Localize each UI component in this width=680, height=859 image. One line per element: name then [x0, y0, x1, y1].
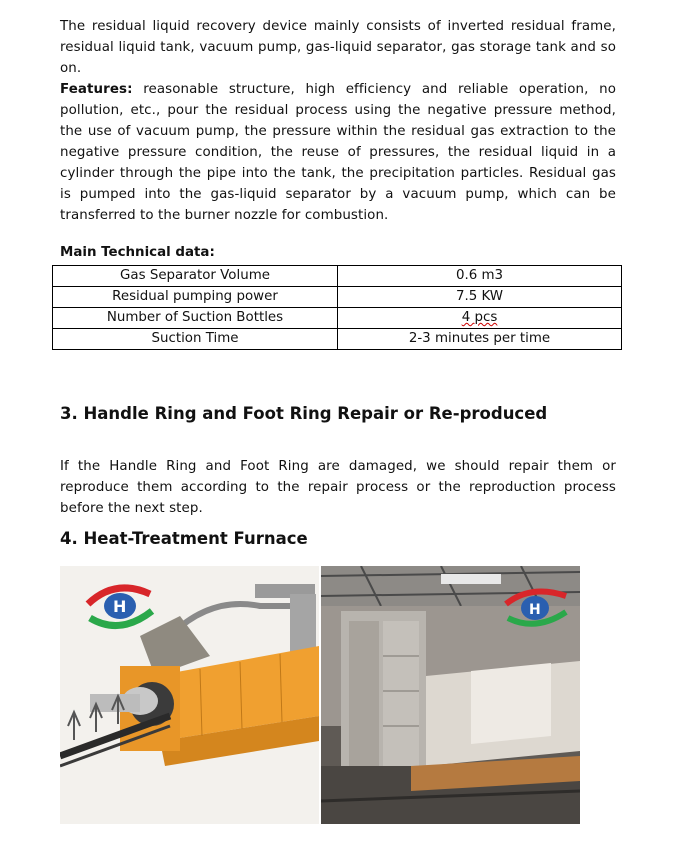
svg-text:H: H: [113, 597, 127, 616]
table-cell-label: Gas Separator Volume: [53, 266, 338, 287]
table-cell-value: 0.6 m3: [338, 266, 622, 287]
features-text: reasonable structure, high efficiency and reliable operation, no pollution, etc., pour the residual process using the negative pressure method, the use of vacuum pump, the pressure within the residual gas extraction to the negative pressure condition, the reuse of pressures, the residual liquid in a cylinder through the pipe into the tank, the precipitation particles. Residual gas is pumped into the gas-liquid separator by a vacuum pump, which can be transferred to the burner nozzle for combustion.: [60, 82, 616, 223]
features-label: Features:: [60, 82, 133, 97]
section-3-heading: 3. Handle Ring and Foot Ring Repair or Re-produced: [60, 404, 548, 423]
furnace-photo-2: [321, 566, 580, 824]
table-cell-label: Residual pumping power: [53, 287, 338, 308]
furnace-photo-1: [60, 566, 319, 824]
table-cell-label: Number of Suction Bottles: [53, 308, 338, 329]
table-cell-label: Suction Time: [53, 329, 338, 350]
table-cell-value: [338, 308, 622, 329]
table-row: [53, 266, 622, 287]
table-cell-value: 7.5 KW: [338, 287, 622, 308]
table-row: [53, 329, 622, 350]
table-cell-value-text: 4 pcs: [461, 310, 498, 325]
section-4-heading: 4. Heat-Treatment Furnace: [60, 529, 308, 548]
section-3-paragraph: If the Handle Ring and Foot Ring are damaged, we should repair them or reproduce them according to the repair process or the reproduction process before the next step.: [60, 459, 616, 516]
tech-data-title: Main Technical data:: [60, 245, 215, 260]
tech-data-table: [52, 265, 622, 350]
svg-text:H: H: [529, 602, 541, 618]
table-row: [53, 287, 622, 308]
table-cell-value: 2-3 minutes per time: [338, 329, 622, 350]
features-paragraph: [60, 79, 616, 226]
intro-paragraph: The residual liquid recovery device mainly consists of inverted residual frame, residual liquid tank, vacuum pump, gas-liquid separator, gas storage tank and so on.: [60, 19, 616, 76]
table-row: [53, 308, 622, 329]
